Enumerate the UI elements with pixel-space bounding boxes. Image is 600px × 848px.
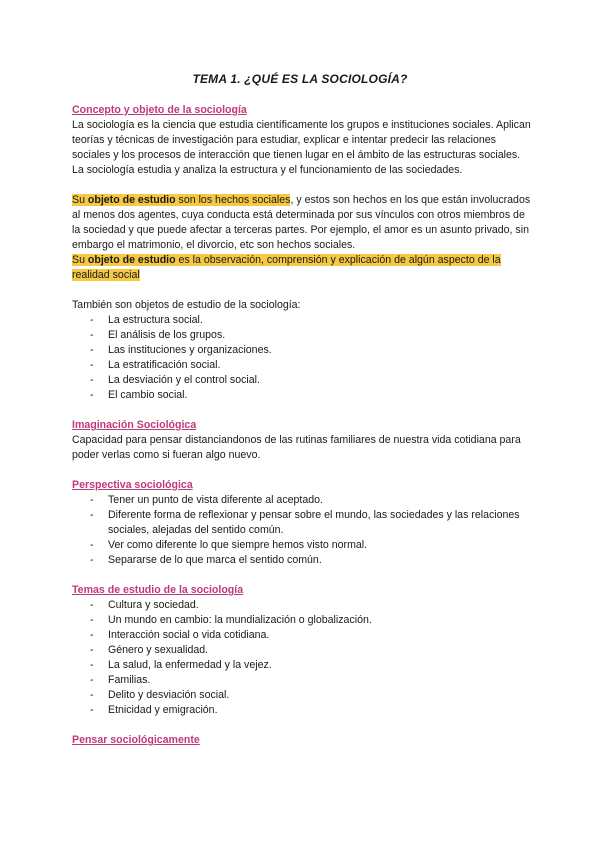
objetos-list-intro: También son objetos de estudio de la sociología:	[72, 299, 301, 311]
objeto-paragraph-1	[72, 193, 532, 253]
objeto2-bold: objeto de estudio	[87, 254, 176, 266]
objeto1-pre: Su	[72, 194, 88, 206]
list-item: - Género y sexualidad.	[72, 643, 532, 658]
list-item: - Delito y desviación social.	[72, 688, 532, 703]
section-heading-perspectiva: Perspectiva sociológica	[72, 479, 193, 491]
objeto1-rest: , y estos son hechos en los que están involucrados al menos dos agentes, cuya conducta está determinada por sus vínculos con otros miembros de la sociedad y que puede afectar a terceras partes. Por ejemplo, el amor es un asunto privado, sin embargo el matrimonio, el divorcio, etc son hechos sociales.	[72, 194, 531, 251]
concepto-paragraph-2: La sociología estudia y analiza la estructura y el funcionamiento de las sociedades.	[72, 164, 463, 176]
objeto-paragraph-2	[72, 253, 532, 283]
objetos-list	[72, 313, 532, 403]
highlight-objeto-2	[72, 254, 501, 281]
list-item: - Diferente forma de reflexionar y pensar sobre el mundo, las sociedades y las relaciones sociales, alejadas del sentido común.	[72, 508, 532, 538]
document-title: TEMA 1. ¿QUÉ ES LA SOCIOLOGÍA?	[192, 72, 408, 86]
section-heading-temas: Temas de estudio de la sociología	[72, 584, 244, 596]
list-item: - Separarse de lo que marca el sentido común.	[72, 553, 532, 568]
list-item: - Las instituciones y organizaciones.	[72, 343, 532, 358]
section-heading-concepto: Concepto y objeto de la sociología	[72, 104, 247, 116]
list-item: - Ver como diferente lo que siempre hemos visto normal.	[72, 538, 532, 553]
list-item: - La estratificación social.	[72, 358, 532, 373]
highlight-objeto-1	[72, 194, 290, 206]
list-item: - Cultura y sociedad.	[72, 598, 532, 613]
document-body	[72, 103, 532, 748]
list-item: - El análisis de los grupos.	[72, 328, 532, 343]
list-item: - Tener un punto de vista diferente al aceptado.	[72, 493, 532, 508]
objeto1-bold: objeto de estudio	[87, 194, 176, 206]
objeto1-post: son los hechos sociales	[175, 194, 291, 206]
list-item: - La estructura social.	[72, 313, 532, 328]
temas-list	[72, 598, 532, 718]
imaginacion-text: Capacidad para pensar distanciandonos de las rutinas familiares de nuestra vida cotidiana para poder verlas como si fueran algo nuevo.	[72, 434, 521, 461]
section-heading-pensar: Pensar sociológicamente	[72, 734, 200, 746]
objeto2-pre: Su	[72, 254, 88, 266]
list-item: - Familias.	[72, 673, 532, 688]
perspectiva-list	[72, 493, 532, 568]
objeto2-post: es la observación, comprensión y explicación de algún aspecto de la realidad social	[72, 254, 501, 281]
list-item: - Etnicidad y emigración.	[72, 703, 532, 718]
list-item: - La salud, la enfermedad y la vejez.	[72, 658, 532, 673]
list-item: - El cambio social.	[72, 388, 532, 403]
list-item: - Un mundo en cambio: la mundialización o globalización.	[72, 613, 532, 628]
list-item: - Interacción social o vida cotidiana.	[72, 628, 532, 643]
concepto-paragraph-1: La sociología es la ciencia que estudia científicamente los grupos e instituciones sociales. Aplican teorías y técnicas de investigación para estudiar, explicar e intentar predecir las relaciones sociales y los procesos de interacción que tienen lugar en el ámbito de las estructuras sociales.	[72, 119, 531, 161]
list-item: - La desviación y el control social.	[72, 373, 532, 388]
section-heading-imaginacion: Imaginación Sociológica	[72, 419, 197, 431]
